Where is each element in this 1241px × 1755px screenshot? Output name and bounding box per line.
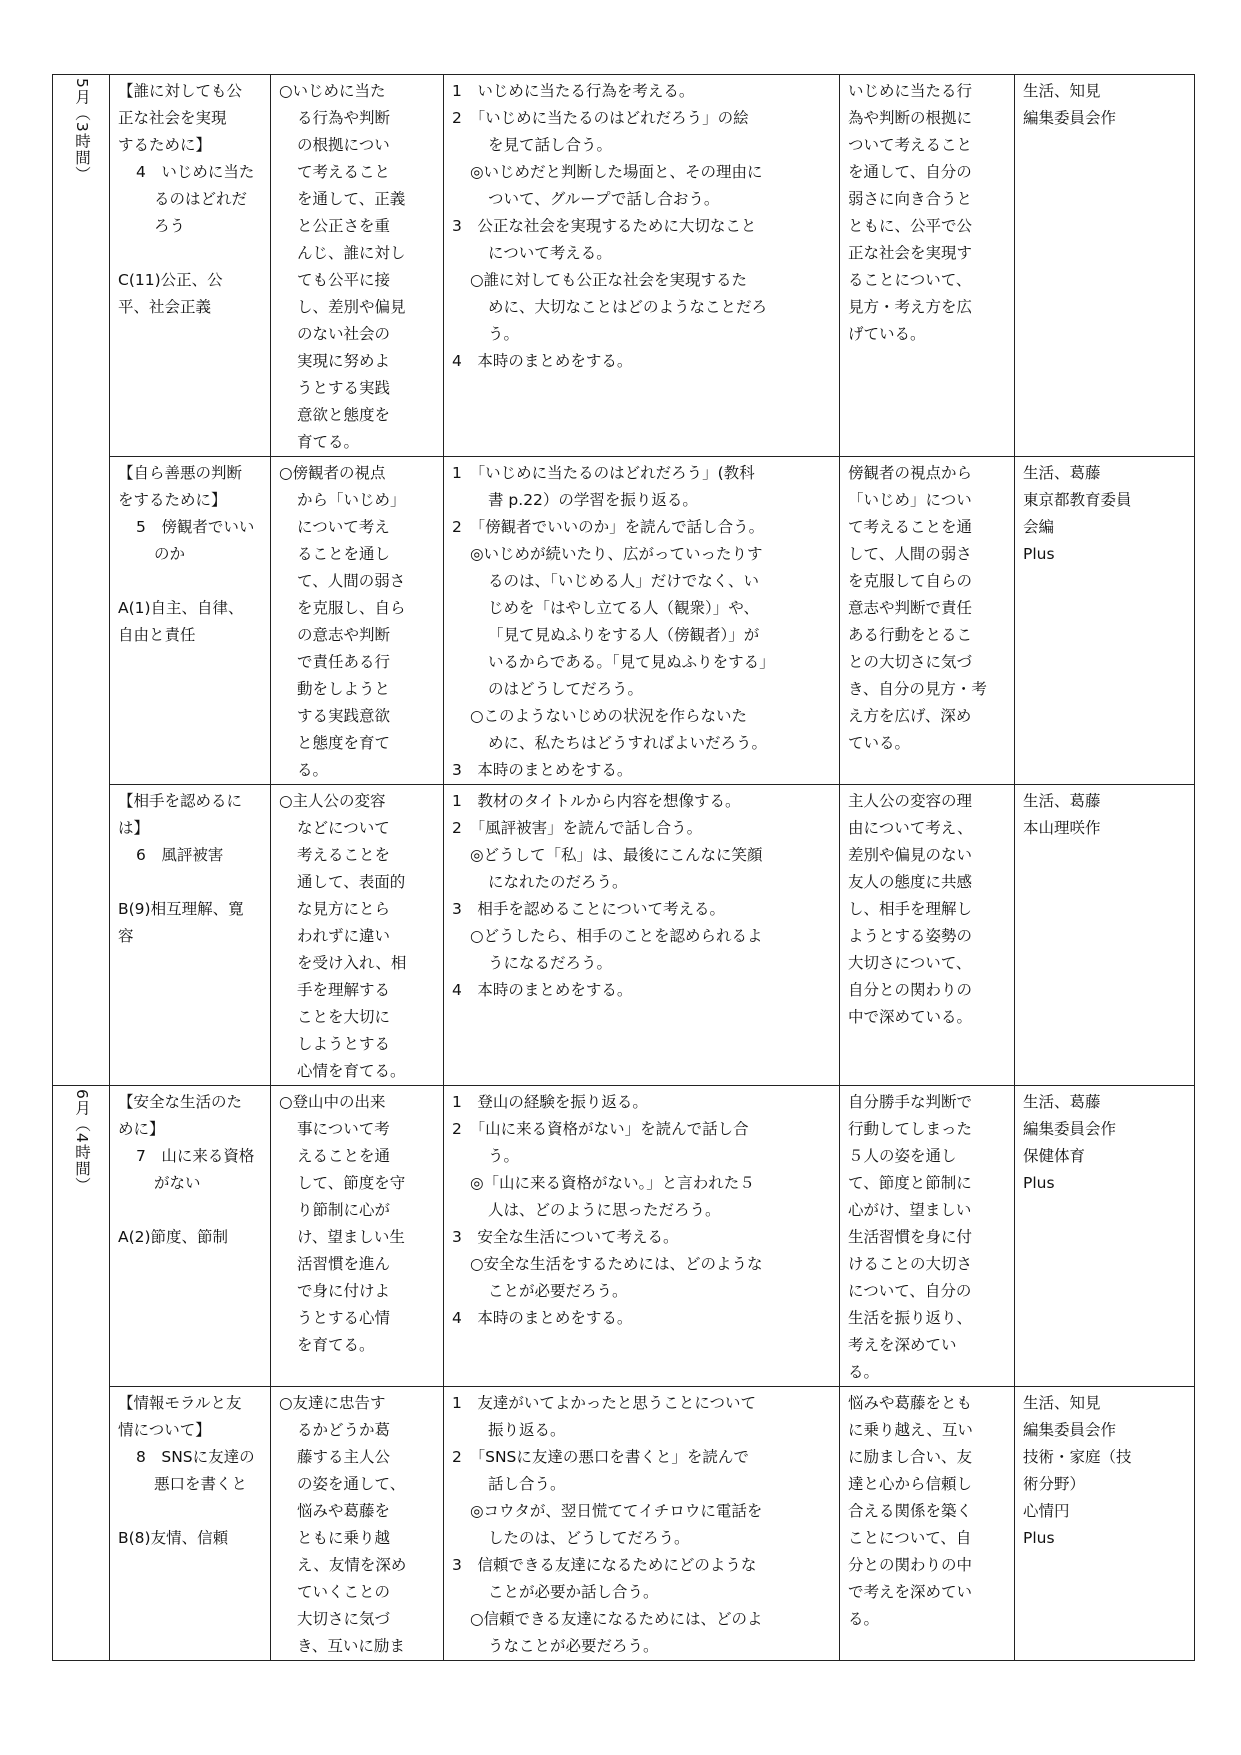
lesson-evaluation-cell <box>840 1086 1015 1387</box>
lesson-evaluation-line: き、自分の見方・考 <box>848 680 987 698</box>
lesson-evaluation-line: 差別や偏見のない <box>848 846 973 864</box>
lesson-flow-line: ◎いじめだと判断した場面と、その理由に <box>470 163 763 181</box>
lesson-flow-line: じめを「はやし立てる人（観衆）」や、 <box>488 599 759 617</box>
lesson-value-line: B(8)友情、信頼 <box>118 1529 229 1547</box>
lesson-row <box>53 1387 1195 1661</box>
lesson-flow-line: 1 「いじめに当たるのはどれだろう」(教科 <box>452 464 755 482</box>
lesson-aim-line: 活習慣を進ん <box>297 1255 391 1273</box>
lesson-flow-line: 3 相手を認めることについて考える。 <box>452 900 726 918</box>
lesson-evaluation-line: る。 <box>848 1610 880 1628</box>
lesson-aim-cell <box>271 457 444 785</box>
lesson-evaluation-line: を克服して自らの <box>848 572 973 590</box>
lesson-aim-line: ことを大切に <box>297 1008 391 1026</box>
lesson-flow-line: めに、私たちはどうすればよいだろう。 <box>488 734 768 752</box>
lesson-number-title-line: 悪口を書くと <box>154 1475 248 1493</box>
lesson-flow-line: ○このようないじめの状況を作らないた <box>470 707 748 725</box>
lesson-evaluation-line: 自分勝手な判断で <box>848 1093 973 1111</box>
lesson-aim-cell <box>271 75 444 457</box>
lesson-flow-line: ついて、グループで話し合おう。 <box>488 190 720 208</box>
lesson-material-line: 保健体育 <box>1023 1147 1086 1165</box>
lesson-evaluation-line: に乗り越え、互い <box>848 1421 973 1439</box>
lesson-aim-line: 藤する主人公 <box>297 1448 391 1466</box>
lesson-flow-line: るのは、「いじめる人」だけでなく、い <box>488 572 759 590</box>
lesson-flow-line: ◎「山に来る資格がない。」と言われた５ <box>470 1174 755 1192</box>
lesson-flow-cell <box>444 457 840 785</box>
lesson-number-title-line: 4 いじめに当た <box>136 163 255 181</box>
lesson-material-line: 本山理咲作 <box>1023 819 1101 837</box>
lesson-theme-line: は】 <box>118 819 150 837</box>
lesson-flow-line: のはどうしてだろう。 <box>488 680 644 698</box>
lesson-flow-line: めに、大切なことはどのようなことだろ <box>488 298 768 316</box>
lesson-aim-line: で責任ある行 <box>297 653 391 671</box>
lesson-aim-line: 育てる。 <box>297 433 360 451</box>
lesson-evaluation-line: し、相手を理解し <box>848 900 973 918</box>
lesson-aim-line: と公正さを重 <box>297 217 391 235</box>
lesson-evaluation-line: て、節度と節制に <box>848 1174 972 1192</box>
lesson-value-line: B(9)相互理解、寛 <box>118 900 244 918</box>
lesson-evaluation-line: 悩みや葛藤をとも <box>848 1394 973 1412</box>
lesson-flow-line: ○どうしたら、相手のことを認められるよ <box>470 927 763 945</box>
lesson-aim-line: 実現に努めよ <box>297 352 391 370</box>
lesson-evaluation-line: で考えを深めてい <box>848 1583 973 1601</box>
lesson-aim-line: 事について考 <box>297 1120 390 1138</box>
lesson-material-line: 東京都教育委員 <box>1023 491 1132 509</box>
lesson-aim-line: を通して、正義 <box>297 190 406 208</box>
lesson-aim-cell <box>271 1387 444 1661</box>
lesson-flow-line: 3 安全な生活について考える。 <box>452 1228 679 1246</box>
lesson-flow-line: ○信頼できる友達になるためには、どのよ <box>470 1610 763 1628</box>
lesson-material-line: 生活、知見 <box>1023 82 1101 100</box>
lesson-title-cell <box>110 457 271 785</box>
lesson-flow-line: ◎どうして「私」は、最後にこんなに笑顔 <box>470 846 763 864</box>
lesson-evaluation-line: ことについて、自 <box>848 1529 972 1547</box>
lesson-evaluation-cell <box>840 1387 1015 1661</box>
lesson-flow-line: ◎いじめが続いたり、広がっていったりす <box>470 545 763 563</box>
lesson-aim-line: え、友情を深め <box>297 1556 407 1574</box>
lesson-aim-line: ともに乗り越 <box>297 1529 391 1547</box>
lesson-aim-line: ○傍観者の視点 <box>279 464 386 482</box>
lesson-aim-line: 心情を育てる。 <box>297 1062 406 1080</box>
lesson-aim-line: 手を理解する <box>297 981 391 999</box>
lesson-aim-line: の意志や判断 <box>297 626 391 644</box>
lesson-theme-line: するために】 <box>118 136 212 154</box>
lesson-evaluation-cell <box>840 785 1015 1086</box>
lesson-flow-line: を見て話し合う。 <box>488 136 613 154</box>
month-label: 6月（4時間） <box>73 1089 91 1194</box>
lesson-value-line: A(1)自主、自律、 <box>118 599 244 617</box>
lesson-material-line: 生活、知見 <box>1023 1394 1101 1412</box>
lesson-value-line: A(2)節度、節制 <box>118 1228 229 1246</box>
lesson-row <box>53 75 1195 457</box>
lesson-number-title-line: 6 風評被害 <box>136 846 224 864</box>
lesson-aim-line: て、人間の弱さ <box>297 572 406 590</box>
lesson-number-title-line: 7 山に来る資格 <box>136 1147 255 1165</box>
lesson-flow-line: 4 本時のまとめをする。 <box>452 352 633 370</box>
lesson-evaluation-line: 意志や判断で責任 <box>848 599 973 617</box>
lesson-aim-cell <box>271 785 444 1086</box>
lesson-material-line: 編集委員会作 <box>1023 1120 1117 1138</box>
lesson-aim-line: する実践意欲 <box>297 707 391 725</box>
lesson-aim-line: ○登山中の出来 <box>279 1093 386 1111</box>
lesson-aim-line: を育てる。 <box>297 1336 375 1354</box>
lesson-evaluation-line: 為や判断の根拠に <box>848 109 973 127</box>
lesson-evaluation-line: 自分との関わりの <box>848 981 973 999</box>
lesson-flow-line: 1 登山の経験を振り返る。 <box>452 1093 648 1111</box>
lesson-plan-table <box>52 74 1195 1661</box>
lesson-evaluation-line: 考えを深めてい <box>848 1336 957 1354</box>
lesson-evaluation-line: ている。 <box>848 734 911 752</box>
lesson-aim-line: 通して、表面的 <box>297 873 406 891</box>
lesson-aim-line: で身に付けよ <box>297 1282 391 1300</box>
lesson-evaluation-line: 生活を振り返り、 <box>848 1309 973 1327</box>
lesson-materials-cell <box>1015 1387 1195 1661</box>
lesson-flow-line: ○誰に対しても公正な社会を実現するた <box>470 271 748 289</box>
lesson-flow-line: 1 友達がいてよかったと思うことについて <box>452 1394 757 1412</box>
lesson-flow-line: ことが必要か話し合う。 <box>488 1583 659 1601</box>
lesson-flow-line: 2 「風評被害」を読んで話し合う。 <box>452 819 703 837</box>
month-cell <box>53 75 110 1086</box>
lesson-evaluation-line: て考えることを通 <box>848 518 973 536</box>
lesson-evaluation-line: 弱さに向き合うと <box>848 190 973 208</box>
lesson-evaluation-line: 心がけ、望ましい <box>848 1201 972 1219</box>
lesson-evaluation-line: え方を広げ、深め <box>848 707 972 725</box>
lesson-aim-line: 意欲と態度を <box>297 406 391 424</box>
lesson-evaluation-line: 分との関わりの中 <box>848 1556 973 1574</box>
lesson-flow-line: したのは、どうしてだろう。 <box>488 1529 690 1547</box>
lesson-title-cell <box>110 75 271 457</box>
lesson-evaluation-line: ５人の姿を通し <box>848 1147 957 1165</box>
lesson-aim-line: うとする実践 <box>297 379 391 397</box>
lesson-evaluation-line: を通して、自分の <box>848 163 972 181</box>
lesson-aim-line: えることを通 <box>297 1147 391 1165</box>
lesson-aim-line: ○いじめに当た <box>279 82 386 100</box>
lesson-aim-line: る行為や判断 <box>297 109 391 127</box>
lesson-aim-line: ていくことの <box>297 1583 391 1601</box>
lesson-aim-line: ○友達に忠告す <box>279 1394 386 1412</box>
lesson-aim-line: の根拠につい <box>297 136 390 154</box>
lesson-aim-line: け、望ましい生 <box>297 1228 405 1246</box>
lesson-evaluation-line: 「いじめ」につい <box>848 491 972 509</box>
lesson-material-line: Plus <box>1023 1174 1055 1192</box>
lesson-material-line: 編集委員会作 <box>1023 1421 1117 1439</box>
lesson-evaluation-line: ることについて、 <box>848 271 972 289</box>
lesson-evaluation-line: との大切さに気づ <box>848 653 973 671</box>
lesson-evaluation-line: 正な社会を実現す <box>848 244 973 262</box>
lesson-aim-line: んじ、誰に対し <box>297 244 406 262</box>
lesson-aim-line: を克服し、自ら <box>297 599 406 617</box>
lesson-flow-line: 4 本時のまとめをする。 <box>452 1309 633 1327</box>
lesson-flow-line: になれたのだろう。 <box>488 873 628 891</box>
lesson-aim-line: と態度を育て <box>297 734 391 752</box>
lesson-theme-line: 【自ら善悪の判断 <box>118 464 243 482</box>
lesson-flow-line: 4 本時のまとめをする。 <box>452 981 633 999</box>
lesson-flow-line: うになるだろう。 <box>488 954 613 972</box>
month-cell <box>53 1086 110 1661</box>
spacer <box>118 1498 264 1525</box>
lesson-evaluation-cell <box>840 457 1015 785</box>
lesson-number-title-line: 5 傍観者でいい <box>136 518 255 536</box>
lesson-flow-line: ○安全な生活をするためには、どのような <box>470 1255 763 1273</box>
lesson-theme-line: 正な社会を実現 <box>118 109 227 127</box>
lesson-flow-cell <box>444 1086 840 1387</box>
lesson-aim-line: などについて <box>297 819 390 837</box>
lesson-evaluation-line: ある行動をとるこ <box>848 626 973 644</box>
lesson-value-line: 自由と責任 <box>118 626 196 644</box>
lesson-theme-line: めに】 <box>118 1120 165 1138</box>
lesson-flow-line: 3 公正な社会を実現するために大切なこと <box>452 217 757 235</box>
lesson-evaluation-line: 合える関係を築く <box>848 1502 973 1520</box>
lesson-material-line: 会編 <box>1023 518 1055 536</box>
lesson-theme-line: 【誰に対しても公 <box>118 82 243 100</box>
lesson-aim-line: るかどうか葛 <box>297 1421 391 1439</box>
lesson-aim-line: について考え <box>297 518 390 536</box>
lesson-aim-line: しようとする <box>297 1035 391 1053</box>
lesson-aim-line: から「いじめ」 <box>297 491 406 509</box>
lesson-evaluation-cell <box>840 75 1015 457</box>
lesson-evaluation-line: けることの大切さ <box>848 1255 973 1273</box>
lesson-material-line: 技術・家庭（技 <box>1023 1448 1132 1466</box>
lesson-aim-line: 考えることを <box>297 846 391 864</box>
lesson-value-line: 容 <box>118 927 134 945</box>
lesson-evaluation-line: について、自分の <box>848 1282 972 1300</box>
lesson-flow-cell <box>444 785 840 1086</box>
lesson-number-title-line: 8 SNSに友達の <box>136 1448 255 1466</box>
lesson-material-line: 生活、葛藤 <box>1023 464 1101 482</box>
lesson-aim-line: な見方にとら <box>297 900 391 918</box>
lesson-materials-cell <box>1015 1086 1195 1387</box>
lesson-aim-line: して、節度を守 <box>297 1174 406 1192</box>
lesson-evaluation-line: いじめに当たる行 <box>848 82 973 100</box>
lesson-flow-line: 3 信頼できる友達になるためにどのような <box>452 1556 757 1574</box>
lesson-aim-line: ることを通し <box>297 545 391 563</box>
lesson-evaluation-line: 行動してしまった <box>848 1120 973 1138</box>
lesson-flow-line: ことが必要だろう。 <box>488 1282 628 1300</box>
lesson-plan-body <box>53 75 1195 1661</box>
lesson-flow-line: 3 本時のまとめをする。 <box>452 761 633 779</box>
lesson-flow-line: 1 いじめに当たる行為を考える。 <box>452 82 695 100</box>
lesson-number-title-line: のか <box>154 545 186 563</box>
lesson-aim-line: の姿を通して、 <box>297 1475 406 1493</box>
lesson-row <box>53 457 1195 785</box>
lesson-material-line: Plus <box>1023 1529 1055 1547</box>
lesson-row <box>53 1086 1195 1387</box>
lesson-material-line: 生活、葛藤 <box>1023 1093 1101 1111</box>
lesson-material-line: 術分野） <box>1023 1475 1086 1493</box>
lesson-title-cell <box>110 785 271 1086</box>
lesson-flow-line: 2 「傍観者でいいのか」を読んで話し合う。 <box>452 518 765 536</box>
lesson-theme-line: 【相手を認めるに <box>118 792 243 810</box>
lesson-aim-line: 悩みや葛藤を <box>297 1502 391 1520</box>
lesson-aim-line: る。 <box>297 761 329 779</box>
lesson-materials-cell <box>1015 785 1195 1086</box>
lesson-number-title-line: がない <box>154 1174 201 1192</box>
lesson-flow-line: 振り返る。 <box>488 1421 566 1439</box>
lesson-flow-line: う。 <box>488 1147 520 1165</box>
lesson-evaluation-line: る。 <box>848 1363 880 1381</box>
lesson-number-title-line: ろう <box>154 217 186 235</box>
lesson-title-cell <box>110 1387 271 1661</box>
lesson-evaluation-line: 傍観者の視点から <box>848 464 973 482</box>
lesson-evaluation-line: 見方・考え方を広 <box>848 298 973 316</box>
lesson-flow-cell <box>444 75 840 457</box>
lesson-number-title-line: るのはどれだ <box>154 190 248 208</box>
lesson-evaluation-line: に励まし合い、友 <box>848 1448 973 1466</box>
lesson-evaluation-line: 達と心から信頼し <box>848 1475 973 1493</box>
spacer <box>118 568 264 595</box>
lesson-flow-line: うなことが必要だろう。 <box>488 1637 659 1655</box>
lesson-aim-line: うとする心情 <box>297 1309 391 1327</box>
lesson-aim-line: ても公平に接 <box>297 271 391 289</box>
lesson-theme-line: 情について】 <box>118 1421 211 1439</box>
lesson-aim-line: て考えること <box>297 163 391 181</box>
lesson-theme-line: をするために】 <box>118 491 227 509</box>
lesson-flow-line: 人は、どのように思っただろう。 <box>488 1201 721 1219</box>
lesson-evaluation-line: 生活習慣を身に付 <box>848 1228 973 1246</box>
lesson-value-line: C(11)公正、公 <box>118 271 223 289</box>
lesson-material-line: 心情円 <box>1023 1502 1070 1520</box>
lesson-aim-line: り節制に心が <box>297 1201 391 1219</box>
lesson-material-line: 編集委員会作 <box>1023 109 1117 127</box>
lesson-flow-line: 2 「山に来る資格がない」を読んで話し合 <box>452 1120 749 1138</box>
spacer <box>118 869 264 896</box>
lesson-flow-line: 2 「SNSに友達の悪口を書くと」を読んで <box>452 1448 749 1466</box>
lesson-flow-line: 2 「いじめに当たるのはどれだろう」の絵 <box>452 109 749 127</box>
lesson-evaluation-line: ついて考えること <box>848 136 973 154</box>
lesson-flow-line: 書 p.22）の学習を振り返る。 <box>488 491 698 509</box>
lesson-aim-line: われずに違い <box>297 927 391 945</box>
lesson-evaluation-line: げている。 <box>848 325 926 343</box>
lesson-material-line: 生活、葛藤 <box>1023 792 1101 810</box>
lesson-materials-cell <box>1015 75 1195 457</box>
lesson-row <box>53 785 1195 1086</box>
lesson-flow-line: う。 <box>488 325 520 343</box>
spacer <box>118 1197 264 1224</box>
lesson-flow-line: 1 教材のタイトルから内容を想像する。 <box>452 792 741 810</box>
lesson-value-line: 平、社会正義 <box>118 298 212 316</box>
lesson-evaluation-line: して、人間の弱さ <box>848 545 972 563</box>
spacer <box>118 240 264 267</box>
lesson-theme-line: 【安全な生活のた <box>118 1093 243 1111</box>
lesson-aim-cell <box>271 1086 444 1387</box>
lesson-flow-line: ◎コウタが、翌日慌ててイチロウに電話を <box>470 1502 763 1520</box>
lesson-flow-cell <box>444 1387 840 1661</box>
lesson-aim-line: 大切さに気づ <box>297 1610 391 1628</box>
lesson-evaluation-line: ともに、公平で公 <box>848 217 973 235</box>
lesson-evaluation-line: ようとする姿勢の <box>848 927 973 945</box>
lesson-aim-line: を受け入れ、相 <box>297 954 407 972</box>
month-label: 5月（3時間） <box>73 78 91 183</box>
lesson-flow-line: いるからである。「見て見ぬふりをする」 <box>488 653 775 671</box>
lesson-evaluation-line: 友人の態度に共感 <box>848 873 973 891</box>
lesson-evaluation-line: 大切さについて、 <box>848 954 972 972</box>
lesson-title-cell <box>110 1086 271 1387</box>
lesson-evaluation-line: 由について考え、 <box>848 819 973 837</box>
lesson-aim-line: のない社会の <box>297 325 391 343</box>
lesson-materials-cell <box>1015 457 1195 785</box>
lesson-aim-line: し、差別や偏見 <box>297 298 406 316</box>
lesson-flow-line: 話し合う。 <box>488 1475 566 1493</box>
lesson-aim-line: 動をしようと <box>297 680 391 698</box>
lesson-aim-line: ○主人公の変容 <box>279 792 386 810</box>
lesson-flow-line: 「見て見ぬふりをする人（傍観者）」が <box>488 626 760 644</box>
lesson-theme-line: 【情報モラルと友 <box>118 1394 242 1412</box>
lesson-material-line: Plus <box>1023 545 1055 563</box>
lesson-evaluation-line: 中で深めている。 <box>848 1008 973 1026</box>
lesson-flow-line: について考える。 <box>488 244 612 262</box>
lesson-evaluation-line: 主人公の変容の理 <box>848 792 973 810</box>
lesson-aim-line: き、互いに励ま <box>297 1637 405 1655</box>
